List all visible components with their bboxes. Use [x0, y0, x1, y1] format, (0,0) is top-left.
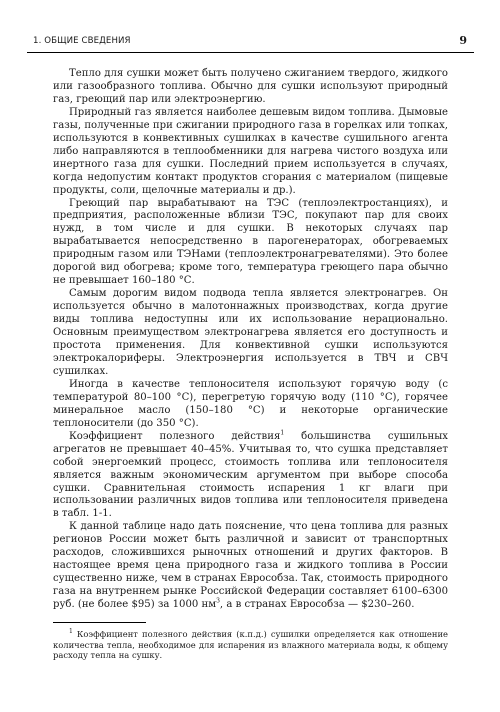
paragraph-7-start: К данной таблице надо дать пояснение, что цена топлива для разных регионов России может быть различной и зависит от транспортных расходов, сложившихся рыночных отношений и других факторов. В настоящее время цена природного газа и жидкого топлива в России существенно ниже, чем в странах Еврособза. Так, стоимость природного газа на внутреннем рынке Российской Федерации составляет 6100–6300 руб. (не более $95) за 1000 нм	[53, 521, 448, 611]
paragraph-6	[53, 431, 448, 522]
page-number: 9	[459, 34, 467, 47]
section-title: 1. ОБЩИЕ СВЕДЕНИЯ	[33, 36, 131, 46]
cubic-superscript: 3	[216, 597, 220, 605]
paragraph-5: Иногда в качестве теплоносителя используют горячую воду (с температурой 80–100 °С), перегретую горячую воду (110 °С), горячее минеральное масло (150–180 °С) и некоторые органические теплоносители (до 350 °С).	[53, 378, 448, 429]
paragraph-6-start: Коэффициент полезного действия	[69, 430, 281, 442]
footnote-marker: 1	[69, 628, 73, 636]
main-text	[53, 68, 448, 612]
paragraph-4: Самым дорогим видом подвода тепла является электронагрев. Он используется обычно в малотоннажных производствах, когда другие виды топлива недоступны или их использование нерационально. Основным преимуществом электронагрева является его доступность и простота применения. Для конвективной сушки используются электрокалориферы. Электроэнергия используется в ТВЧ и СВЧ сушилках.	[53, 288, 448, 377]
paragraph-1: Тепло для сушки может быть получено сжиганием твердого, жидкого или газообразного топлива. Обычно для сушки используют природный газ, греющий пар или электроэнергию.	[53, 68, 448, 105]
footnote-text: Коэффициент полезного действия (к.п.д.) сушилки определяется как отношение количества тепла, необходимое для испарения из влажного материала воды, к общему расходу тепла на сушку.	[53, 629, 448, 661]
footnote	[53, 629, 448, 661]
paragraph-7-rest: , а в странах Еврособза — $230–260.	[219, 599, 415, 611]
footnote-divider	[53, 622, 146, 623]
paragraph-7	[53, 521, 448, 612]
paragraph-6-rest: большинства сушильных агрегатов не превышает 40–45%. Учитывая то, что сушка представляет собой энергоемкий процесс, стоимость топлива или теплоносителя является важным экономическим аргументом при выборе способа сушки. Сравнительная стоимость испарения 1 кг влаги при использовании различных видов топлива или теплоносителя приведена в табл. 1-1.	[53, 430, 448, 520]
paragraph-2: Природный газ является наиболее дешевым видом топлива. Дымовые газы, полученные при сжигании природного газа в горелках или топках, используются в конвективных сушилках в качестве сушильного агента либо направляются в теплообменники для нагрева чистого воздуха или инертного газа для сушки. Последний прием используется в случаях, когда недопустим контакт продуктов сгорания с материалом (пищевые продукты, соли, щелочные материалы и др.).	[53, 106, 448, 196]
footnote-paragraph	[53, 629, 448, 661]
paragraph-3: Греющий пар вырабатывают на ТЭС (теплоэлектростанциях), и предприятия, расположенные вблизи ТЭС, покупают пар для своих нужд, в том числе и для сушки. В некоторых случаях пар вырабатывается непосредственно в парогенераторах, обогреваемых природным газом или ТЭНами (теплоэлектронагревателями). Это более дорогой вид обогрева; кроме того, температура греющего пара обычно не превышает 160–180 °С.	[53, 197, 448, 287]
footnote-reference: 1	[280, 429, 285, 437]
